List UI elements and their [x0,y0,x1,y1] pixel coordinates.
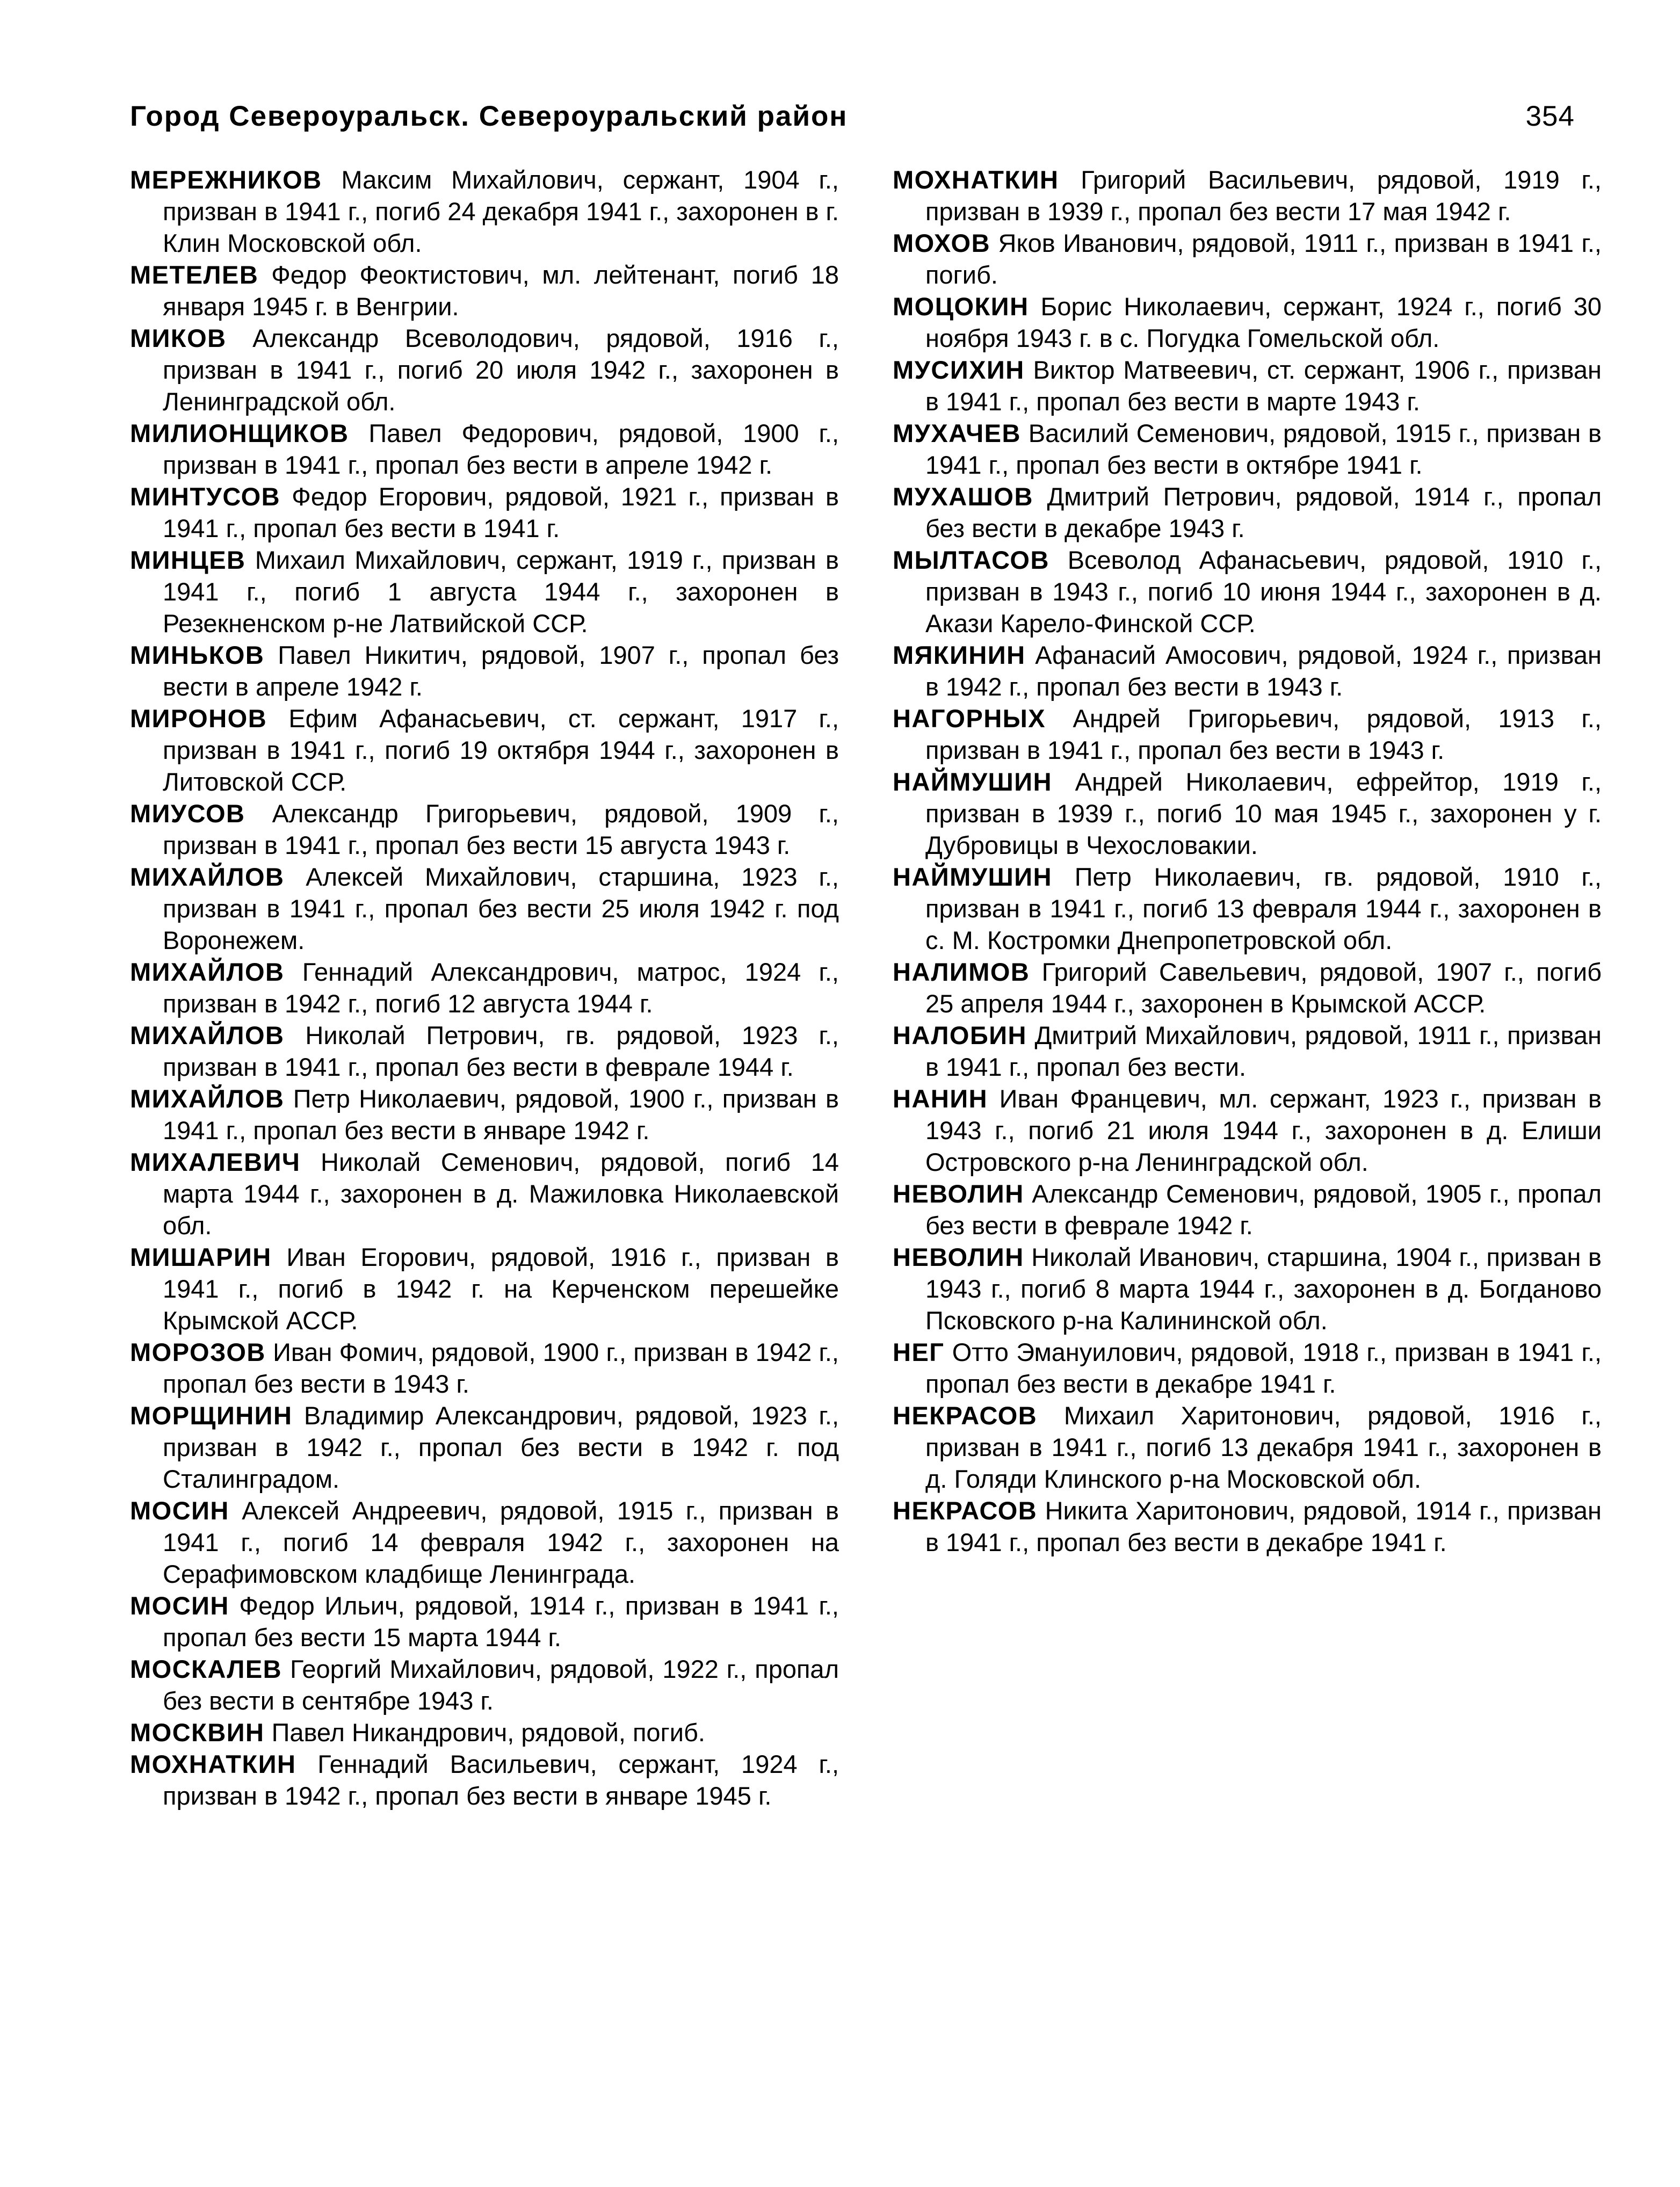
memorial-entry [130,322,839,417]
entry-surname: МИКОВ [130,324,227,352]
entry-surname: МИУСОВ [130,799,245,828]
memorial-entry [130,1495,839,1590]
memorial-entry [130,417,839,481]
entry-details: Александр Всеволодович, рядовой, 1916 г., призван в 1941 г., погиб 20 июля 1942 г., захоронен в Ленинградской обл. [163,324,839,416]
entry-surname: МОРОЗОВ [130,1338,266,1366]
entry-surname: МЯКИНИН [893,641,1026,669]
entry-details: Павел Никитич, рядовой, 1907 г., пропал без вести в апреле 1942 г. [163,641,839,701]
memorial-entry [130,1146,839,1241]
entry-surname: МИЛИОНЩИКОВ [130,419,349,447]
running-title: Город Североуральск. Североуральский район [130,100,848,132]
memorial-entry [130,1083,839,1146]
memorial-entry [130,798,839,861]
entry-surname: МИХАЙЛОВ [130,958,285,986]
entry-surname: МУХАЧЕВ [893,419,1021,447]
entry-details: Дмитрий Петрович, рядовой, 1914 г., пропал без вести в декабре 1943 г. [925,482,1602,542]
memorial-entry [893,1083,1602,1178]
memorial-entry [893,227,1602,291]
entry-details: Ефим Афанасьевич, ст. сержант, 1917 г., призван в 1941 г., погиб 19 октября 1944 г., захоронен в Литовской ССР. [163,704,839,796]
entry-details: Яков Иванович, рядовой, 1911 г., призван в 1941 г., погиб. [925,229,1602,289]
entry-details: Александр Григорьевич, рядовой, 1909 г., призван в 1941 г., пропал без вести 15 августа 1943 г. [163,799,839,859]
memorial-entry [893,766,1602,861]
entry-surname: МИНЬКОВ [130,641,265,669]
memorial-entry [130,544,839,639]
memorial-entry [130,1400,839,1495]
entry-surname: МОСИН [130,1591,229,1620]
entry-details: Борис Николаевич, сержант, 1924 г., погиб 30 ноября 1943 г. в с. Погудка Гомельской обл. [925,292,1602,352]
memorial-entry [130,259,839,322]
entry-surname: МИНЦЕВ [130,546,246,574]
entry-details: Виктор Матвеевич, ст. сержант, 1906 г., призван в 1941 г., пропал без вести в марте 1943 г. [925,356,1602,416]
entry-surname: МУХАШОВ [893,482,1033,511]
memorial-entry [893,1178,1602,1241]
entry-surname: МИРОНОВ [130,704,267,733]
page-number: 354 [1525,100,1575,132]
entry-details: Геннадий Александрович, матрос, 1924 г., призван в 1942 г., погиб 12 августа 1944 г. [163,958,839,1018]
entry-details: Иван Егорович, рядовой, 1916 г., призван в 1941 г., погиб в 1942 г. на Керченском перешейке Крымской АССР. [163,1243,839,1335]
entry-details: Петр Николаевич, рядовой, 1900 г., призван в 1941 г., пропал без вести в январе 1942 г. [163,1084,839,1145]
memorial-entry [130,164,839,259]
memorial-entry [130,956,839,1019]
entry-surname: НАЙМУШИН [893,863,1053,891]
entry-details: Георгий Михайлович, рядовой, 1922 г., пропал без вести в сентябре 1943 г. [163,1655,839,1715]
memorial-entry [893,703,1602,766]
entry-surname: МИШАРИН [130,1243,272,1271]
entry-surname: МЕТЕЛЕВ [130,260,259,289]
entry-details: Иван Фомич, рядовой, 1900 г., призван в 1942 г., пропал без вести в 1943 г. [163,1338,839,1398]
entry-surname: НЕКРАСОВ [893,1401,1038,1430]
memorial-entry [130,639,839,703]
memorial-entry [130,1717,839,1748]
entry-surname: МИХАЛЕВИЧ [130,1148,301,1176]
entry-surname: НЕВОЛИН [893,1179,1024,1208]
memorial-entry [893,417,1602,481]
memorial-entry [893,1495,1602,1558]
memorial-entry [130,481,839,544]
column-right [893,164,1602,1812]
entry-surname: МОЦОКИН [893,292,1029,321]
entry-surname: НАЛОБИН [893,1021,1027,1049]
memorial-entry [893,164,1602,227]
memorial-entry [893,1241,1602,1336]
entry-details: Михаил Михайлович, сержант, 1919 г., призван в 1941 г., погиб 1 августа 1944 г., захоронен в Резекненском р-не Латвийской ССР. [163,546,839,638]
memorial-entry [893,1336,1602,1400]
memorial-entry [893,291,1602,354]
entry-details: Всеволод Афанасьевич, рядовой, 1910 г., призван в 1943 г., погиб 10 июня 1944 г., захоронен в д. Акази Карело-Финской ССР. [925,546,1602,638]
entry-surname: МОСКАЛЕВ [130,1655,283,1683]
entry-surname: НЕКРАСОВ [893,1496,1038,1525]
memorial-entry [130,1748,839,1812]
entry-surname: МИНТУСОВ [130,482,281,511]
entry-surname: МОХНАТКИН [893,165,1059,194]
entry-details: Федор Ильич, рядовой, 1914 г., призван в 1941 г., пропал без вести 15 марта 1944 г. [163,1591,839,1652]
entry-details: Григорий Савельевич, рядовой, 1907 г., погиб 25 апреля 1944 г., захоронен в Крымской АССР. [925,958,1602,1018]
entry-details: Петр Николаевич, гв. рядовой, 1910 г., призван в 1941 г., погиб 13 февраля 1944 г., захоронен в с. М. Костромки Днепропетровской обл. [925,863,1602,954]
entry-surname: НЕВОЛИН [893,1243,1024,1271]
entry-surname: МЕРЕЖНИКОВ [130,165,322,194]
entry-surname: МОСИН [130,1496,229,1525]
memorial-entry [130,1241,839,1336]
memorial-entry [893,544,1602,639]
memorial-entry [130,861,839,956]
memorial-entry [130,703,839,798]
entry-details: Дмитрий Михайлович, рядовой, 1911 г., призван в 1941 г., пропал без вести. [925,1021,1602,1081]
entry-details: Алексей Михайлович, старшина, 1923 г., призван в 1941 г., пропал без вести 25 июля 1942 г. под Воронежем. [163,863,839,954]
entry-details: Алексей Андреевич, рядовой, 1915 г., призван в 1941 г., погиб 14 февраля 1942 г., захоронен на Серафимовском кладбище Ленинграда. [163,1496,839,1588]
memorial-entry [893,1019,1602,1083]
memorial-entry [893,481,1602,544]
entry-surname: МУСИХИН [893,356,1025,384]
entry-details: Павел Федорович, рядовой, 1900 г., призван в 1941 г., пропал без вести в апреле 1942 г. [163,419,839,479]
entry-details: Федор Егорович, рядовой, 1921 г., призван в 1941 г., пропал без вести в 1941 г. [163,482,839,542]
entry-surname: НАГОРНЫХ [893,704,1046,733]
entry-details: Владимир Александрович, рядовой, 1923 г., призван в 1942 г., пропал без вести в 1942 г. под Сталинградом. [163,1401,839,1493]
memorial-entry [893,639,1602,703]
entry-details: Отто Эмануилович, рядовой, 1918 г., призван в 1941 г., пропал без вести в декабре 1941 г. [925,1338,1602,1398]
entry-surname: НАНИН [893,1084,988,1113]
memorial-entry [893,861,1602,956]
entry-details: Василий Семенович, рядовой, 1915 г., призван в 1941 г., пропал без вести в октябре 1941 г. [925,419,1602,479]
entry-surname: МОХОВ [893,229,991,257]
entry-details: Павел Никандрович, рядовой, погиб. [264,1718,705,1747]
entry-surname: НАЛИМОВ [893,958,1030,986]
entry-details: Александр Семенович, рядовой, 1905 г., пропал без вести в феврале 1942 г. [925,1179,1602,1240]
entry-details: Николай Семенович, рядовой, погиб 14 марта 1944 г., захоронен в д. Мажиловка Николаевской обл. [163,1148,839,1240]
page-header [130,100,1575,133]
entry-details: Иван Францевич, мл. сержант, 1923 г., призван в 1943 г., погиб 21 июля 1944 г., захоронен в д. Елиши Островского р-на Ленинградской обл. [925,1084,1602,1176]
entry-details: Михаил Харитонович, рядовой, 1916 г., призван в 1941 г., погиб 13 декабря 1941 г., захоронен в д. Голяди Клинского р-на Московской обл. [925,1401,1602,1493]
memorial-entry [130,1019,839,1083]
memorial-entry [130,1590,839,1653]
memorial-entry [893,956,1602,1019]
memorial-list [130,164,1602,1812]
entry-details: Николай Иванович, старшина, 1904 г., призван в 1943 г., погиб 8 марта 1944 г., захоронен в д. Богданово Псковского р-на Калининской обл. [925,1243,1602,1335]
entry-details: Афанасий Амосович, рядовой, 1924 г., призван в 1942 г., пропал без вести в 1943 г. [925,641,1602,701]
entry-details: Андрей Григорьевич, рядовой, 1913 г., призван в 1941 г., пропал без вести в 1943 г. [925,704,1602,764]
memorial-entry [130,1336,839,1400]
memorial-entry [130,1653,839,1717]
entry-details: Геннадий Васильевич, сержант, 1924 г., призван в 1942 г., пропал без вести в январе 1945 г. [163,1750,839,1810]
entry-surname: МИХАЙЛОВ [130,1021,285,1049]
entry-details: Николай Петрович, гв. рядовой, 1923 г., призван в 1941 г., пропал без вести в феврале 1944 г. [163,1021,839,1081]
entry-details: Григорий Васильевич, рядовой, 1919 г., призван в 1939 г., пропал без вести 17 мая 1942 г. [925,165,1602,226]
entry-surname: МОСКВИН [130,1718,265,1747]
memorial-entry [893,354,1602,417]
entry-details: Федор Феоктистович, мл. лейтенант, погиб 18 января 1945 г. в Венгрии. [163,260,839,321]
entry-details: Андрей Николаевич, ефрейтор, 1919 г., призван в 1939 г., погиб 10 мая 1945 г., захоронен у г. Дубровицы в Чехословакии. [925,767,1602,859]
entry-surname: МЫЛТАСОВ [893,546,1049,574]
memorial-entry [893,1400,1602,1495]
entry-surname: НАЙМУШИН [893,767,1053,796]
column-left [130,164,839,1812]
entry-surname: МИХАЙЛОВ [130,1084,285,1113]
entry-surname: МОРЩИНИН [130,1401,293,1430]
entry-details: Никита Харитонович, рядовой, 1914 г., призван в 1941 г., пропал без вести в декабре 1941 г. [925,1496,1602,1556]
entry-surname: МИХАЙЛОВ [130,863,285,891]
entry-details: Максим Михайлович, сержант, 1904 г., призван в 1941 г., погиб 24 декабря 1941 г., захоронен в г. Клин Московской обл. [163,165,839,257]
entry-surname: МОХНАТКИН [130,1750,296,1778]
entry-surname: НЕГ [893,1338,945,1366]
